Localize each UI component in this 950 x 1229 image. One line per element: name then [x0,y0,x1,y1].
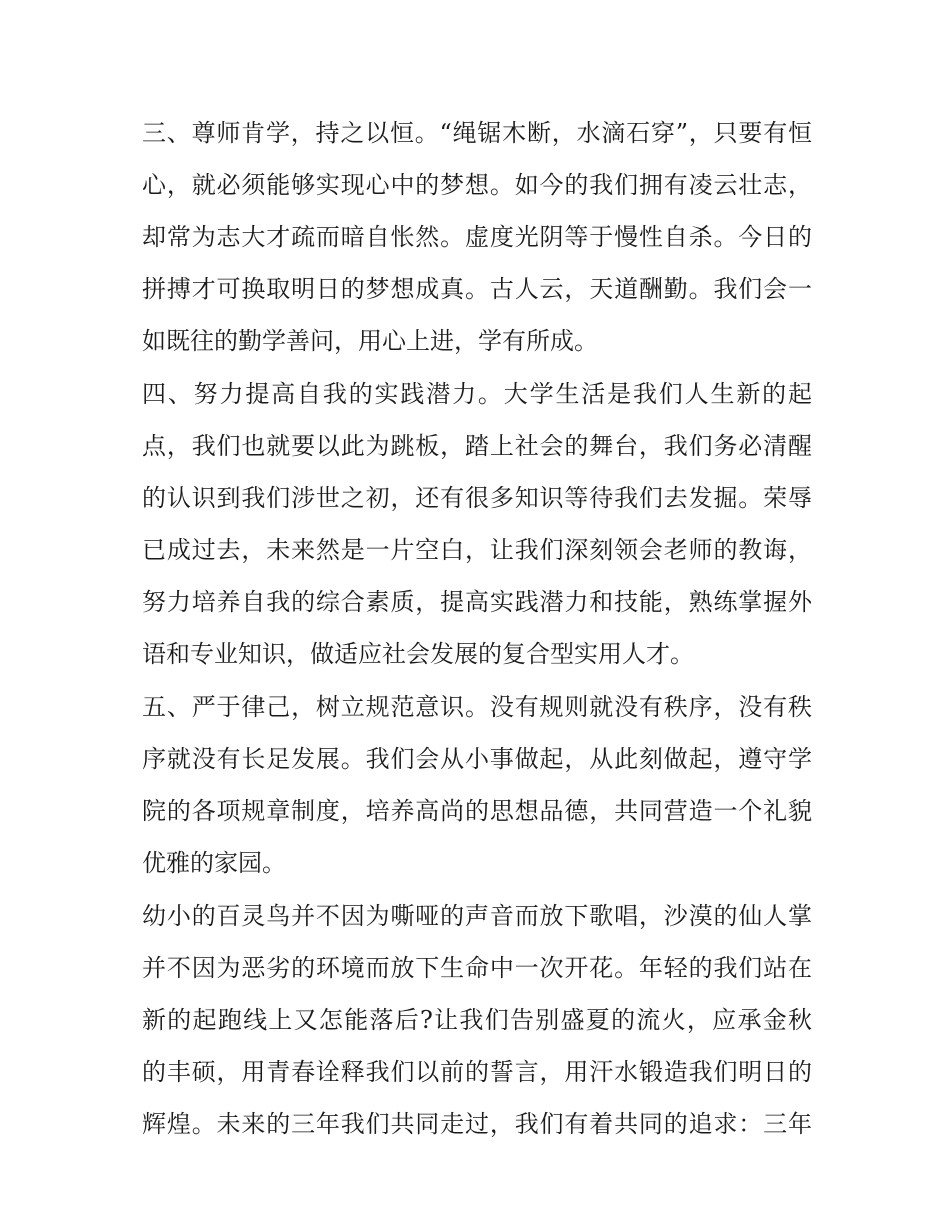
document-body [142,107,812,1150]
text-line: 语和专业知识，做适应社会发展的复合型实用人才。 [142,640,694,668]
text-line: 新的起跑线上又怎能落后?让我们告别盛夏的流火，应承金秋 [142,1006,812,1034]
text-line: 如既往的勤学善问，用心上进，学有所成。 [142,327,598,355]
text-line: 四、努力提高自我的实践潜力。大学生活是我们人生新的起 [142,380,812,408]
text-line: 已成过去，未来然是一片空白，让我们深刻领会老师的教诲， [142,536,812,564]
paragraph-section-five [142,681,812,889]
text-line: 的认识到我们涉世之初，还有很多知识等待我们去发掘。荣辱 [142,484,812,512]
text-line: 却常为志大才疏而暗自怅然。虚度光阴等于慢性自杀。今日的 [142,223,812,251]
paragraph-closing [142,890,812,1150]
text-line: 努力培养自我的综合素质，提高实践潜力和技能，熟练掌握外 [142,588,812,616]
text-line: 幼小的百灵鸟并不因为嘶哑的声音而放下歌唱，沙漠的仙人掌 [142,902,812,930]
text-line: 拼搏才可换取明日的梦想成真。古人云，天道酬勤。我们会一 [142,275,812,303]
text-line: 院的各项规章制度，培养高尚的思想品德，共同营造一个礼貌 [142,797,812,825]
text-line: 心，就必须能够实现心中的梦想。如今的我们拥有凌云壮志， [142,171,812,199]
text-line: 五、严于律己，树立规范意识。没有规则就没有秩序，没有秩 [142,693,812,721]
text-line: 的丰硕，用青春诠释我们以前的誓言，用汗水锻造我们明日的 [142,1058,812,1086]
paragraph-section-four [142,368,812,680]
text-line: 序就没有长足发展。我们会从小事做起，从此刻做起，遵守学 [142,745,812,773]
text-line: 辉煌。未来的三年我们共同走过，我们有着共同的追求：三年 [142,1110,812,1138]
text-line: 并不因为恶劣的环境而放下生命中一次开花。年轻的我们站在 [142,954,812,982]
text-line: 三、尊师肯学，持之以恒。“绳锯木断，水滴石穿”，只要有恒 [142,119,812,147]
text-line: 点，我们也就要以此为跳板，踏上社会的舞台，我们务必清醒 [142,432,812,460]
paragraph-section-three [142,107,812,367]
text-line: 优雅的家园。 [142,849,286,877]
